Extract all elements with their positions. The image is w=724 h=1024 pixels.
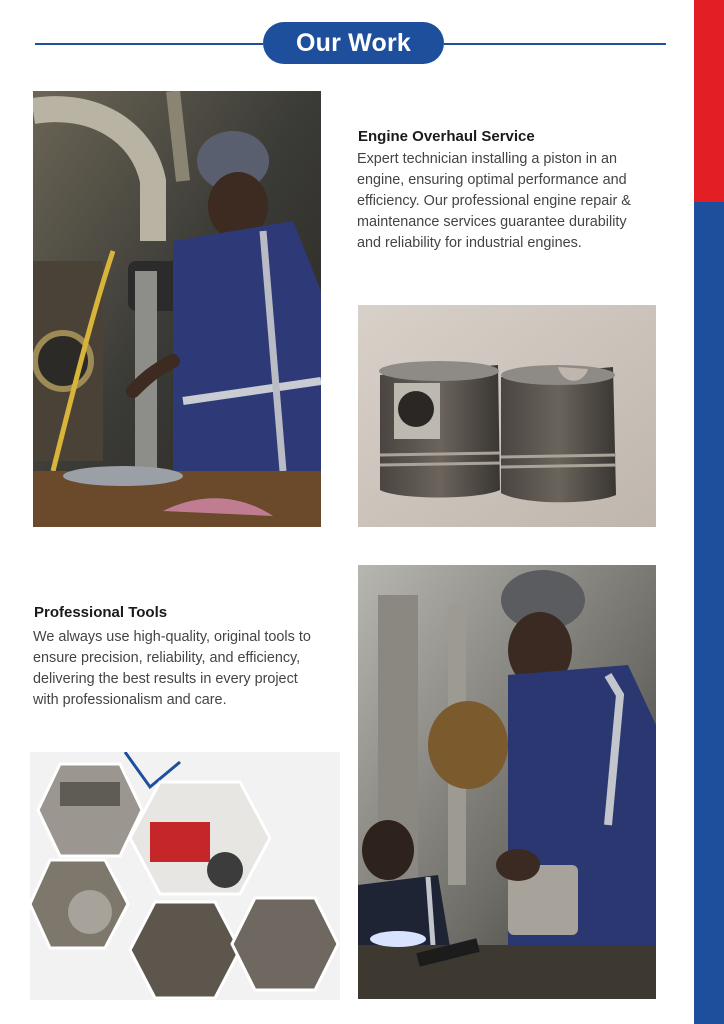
body-line: delivering the best results in every project bbox=[33, 671, 298, 687]
header-rule-right bbox=[444, 43, 666, 45]
body-line: with professionalism and care. bbox=[33, 692, 227, 708]
tools-section-body bbox=[33, 627, 353, 711]
header-rule-left bbox=[35, 43, 263, 45]
page-title bbox=[263, 22, 444, 64]
tools-hexagon-collage bbox=[30, 752, 340, 1000]
body-line: maintenance services guarantee durability bbox=[357, 214, 627, 230]
accent-red-bar bbox=[694, 0, 724, 202]
body-line: and reliability for industrial engines. bbox=[357, 235, 582, 251]
technician-installing-piston-photo bbox=[33, 91, 321, 527]
body-line: Expert technician installing a piston in an bbox=[357, 151, 617, 167]
tools-section-heading: Professional Tools bbox=[34, 604, 168, 621]
engine-section-heading: Engine Overhaul Service bbox=[358, 128, 535, 145]
body-line: efficiency. Our professional engine repair & bbox=[357, 193, 631, 209]
body-line: engine, ensuring optimal performance and bbox=[357, 172, 627, 188]
page-title-text: Our Work bbox=[295, 28, 412, 57]
engine-section-body bbox=[357, 149, 692, 254]
technicians-working-photo bbox=[358, 565, 656, 999]
pistons-photo bbox=[358, 305, 656, 527]
body-line: ensure precision, reliability, and efficiency, bbox=[33, 650, 301, 666]
accent-blue-bar bbox=[694, 202, 724, 1024]
body-line: We always use high-quality, original tools to bbox=[33, 629, 311, 645]
